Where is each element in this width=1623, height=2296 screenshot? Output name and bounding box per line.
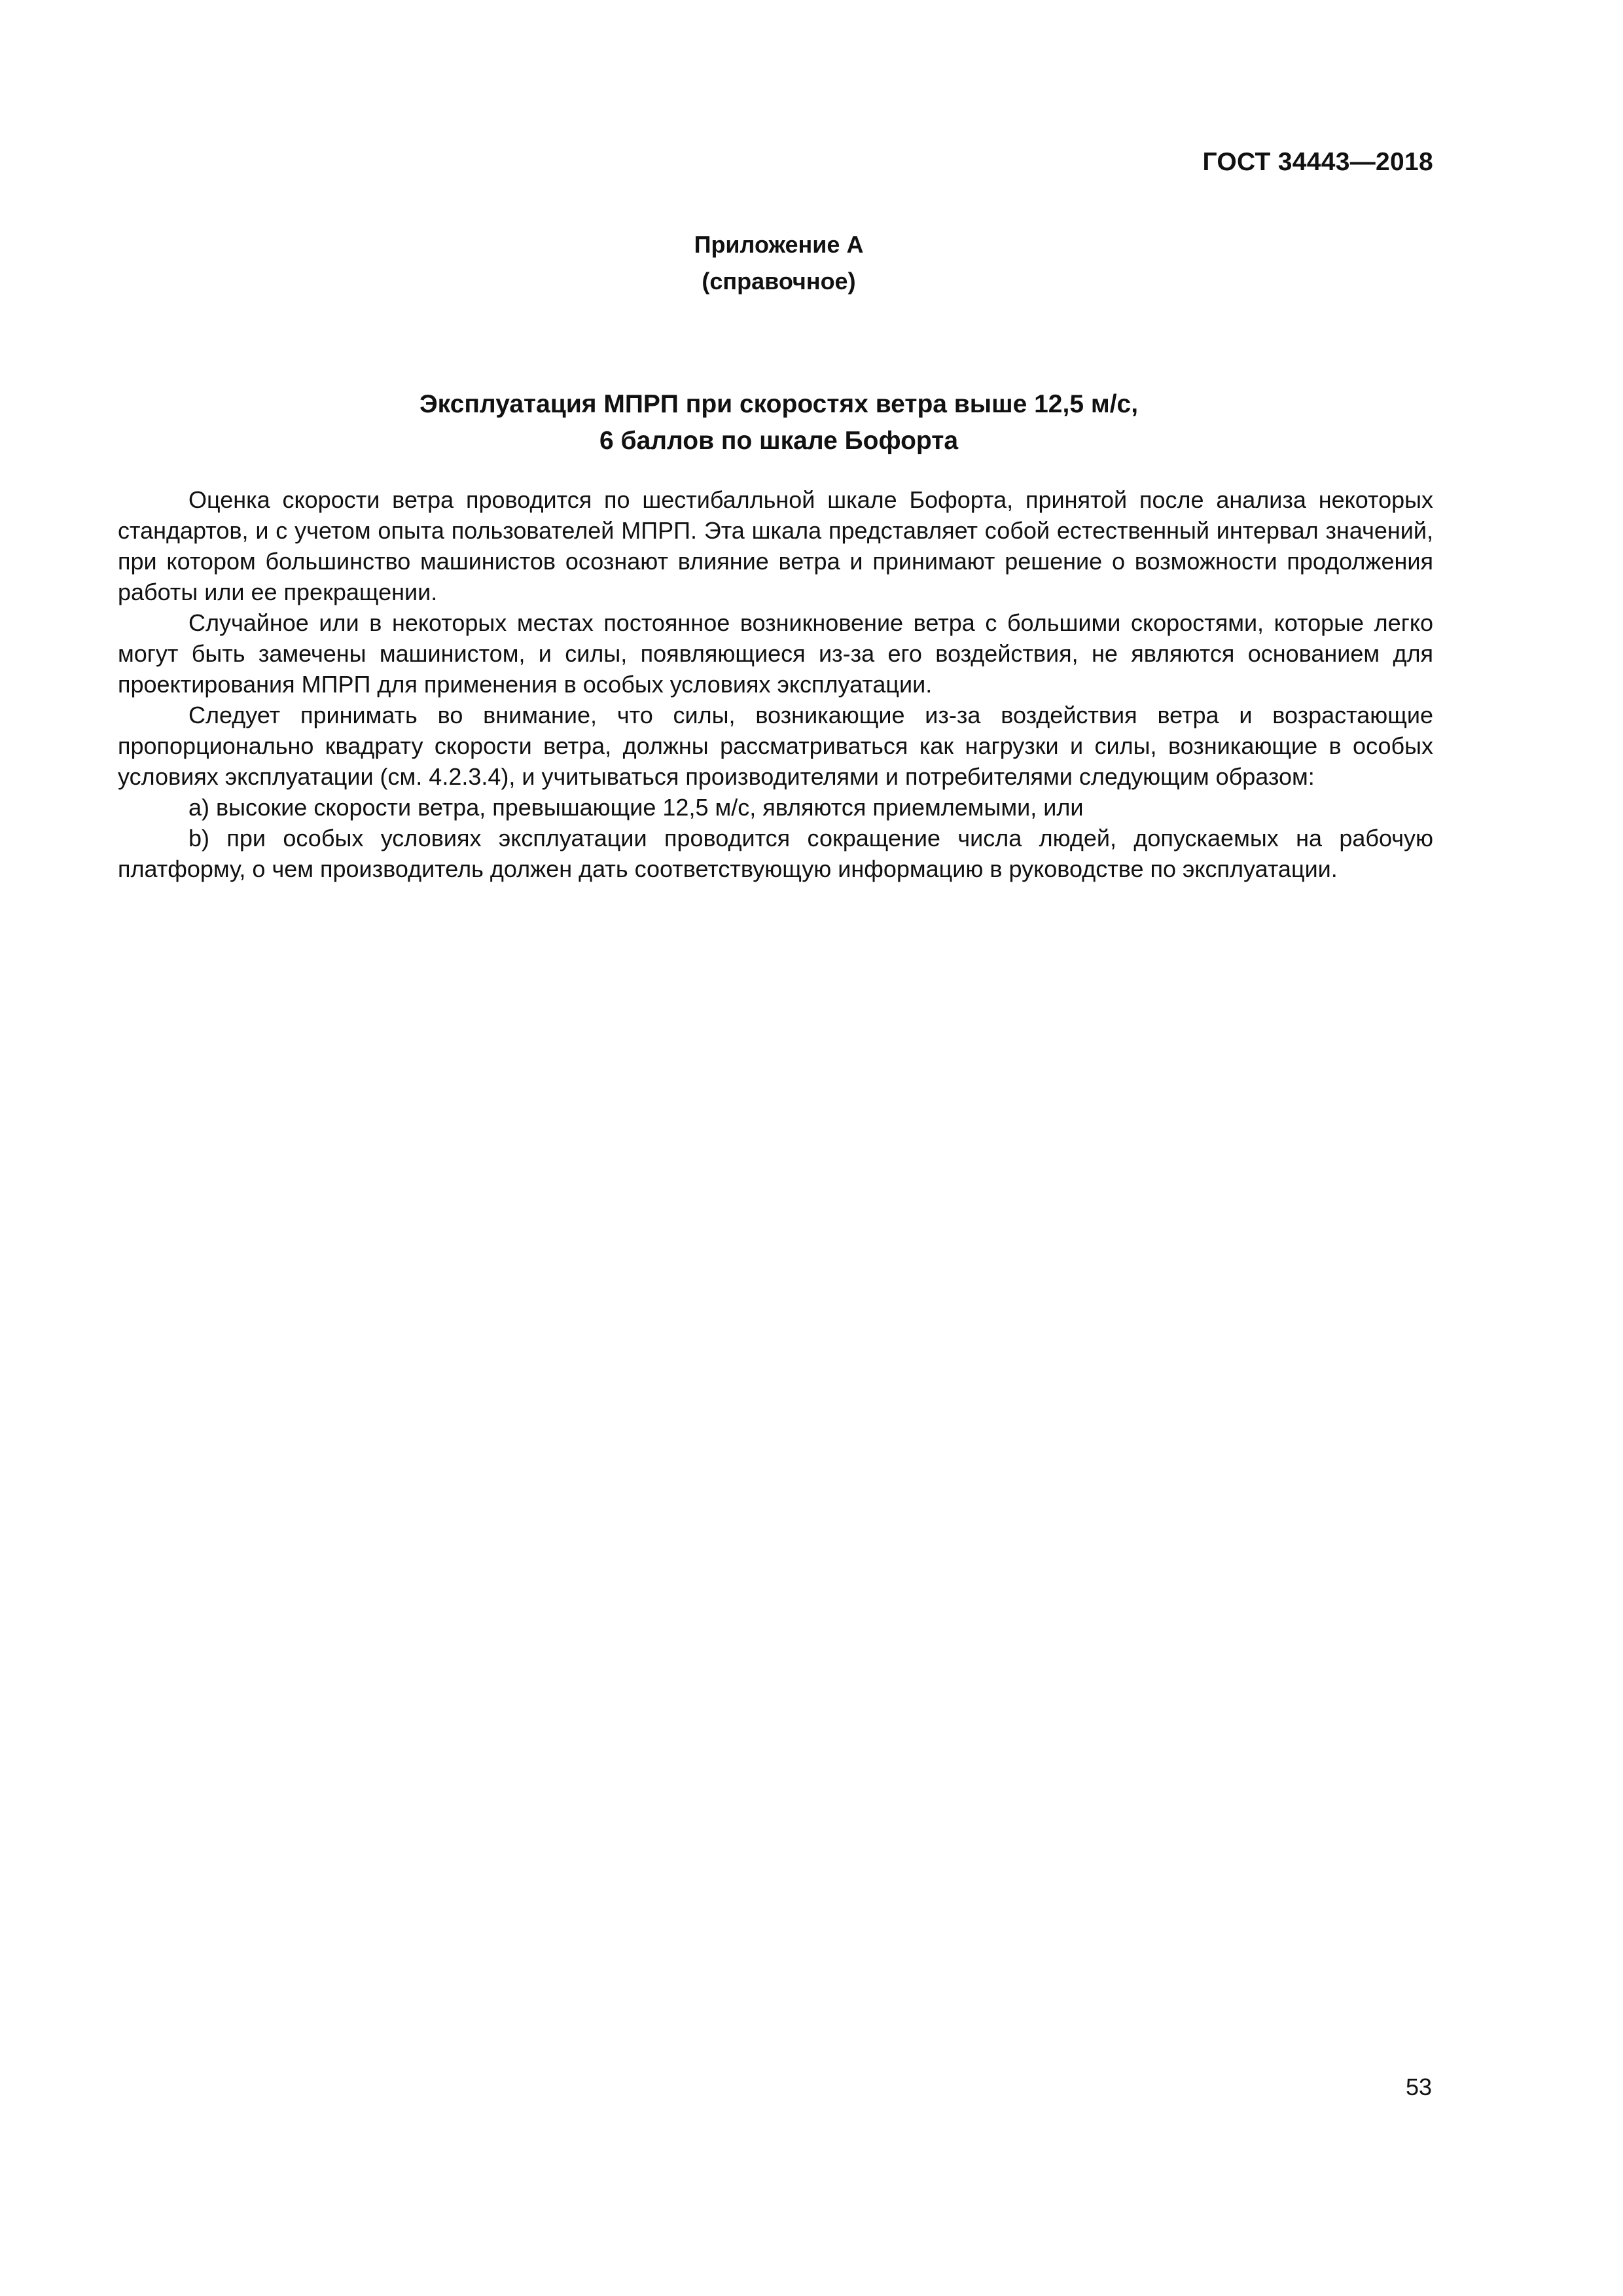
list-item-a: а) высокие скорости ветра, превышающие 12,5 м/с, являются приемлемыми, или (188, 794, 1084, 821)
document-code: ГОСТ 34443—2018 (1202, 148, 1433, 176)
annex-heading (0, 226, 1558, 300)
annex-label: Приложение А (694, 231, 864, 258)
paragraph-wind-forces: Следует принимать во внимание, что силы, возникающие из-за воздействия ветра и возрастающие пропорционально квадрату скорости ветра, должны рассматриваться как нагрузки и силы, возникающие в особых условиях эксплуатации (см. 4.2.3.4), и учитываться производителями и потребителями следующим образом: (118, 702, 1433, 790)
paragraph-random-wind: Случайное или в некоторых местах постоянное возникновение ветра с большими скоростями, которые легко могут быть замечены машинистом, и силы, появляющиеся из-за его воздействия, не являются основанием для проектирования МПРП для применения в особых условиях эксплуатации. (118, 609, 1433, 698)
page-number: 53 (1405, 2073, 1432, 2100)
annex-title (0, 386, 1558, 459)
annex-type: (справочное) (702, 268, 856, 295)
title-line-2: 6 баллов по шкале Бофорта (599, 427, 959, 455)
paragraph-beaufort-scale: Оценка скорости ветра проводится по шестибалльной шкале Бофорта, принятой после анализа некоторых стандартов, и с учетом опыта пользователей МПРП. Эта шкала представляет собой естественный интервал значений, при котором большинство машинистов осознают влияние ветра и принимают решение о возможности продолжения работы или ее прекращении. (118, 486, 1433, 605)
title-line-1: Эксплуатация МПРП при скоростях ветра выше 12,5 м/с, (419, 390, 1139, 418)
list-item-b: b) при особых условиях эксплуатации проводится сокращение числа людей, допускаемых на рабочую платформу, о чем производитель должен дать соответствующую информацию в руководстве по эксплуатации. (118, 825, 1433, 882)
body-text (118, 484, 1433, 884)
